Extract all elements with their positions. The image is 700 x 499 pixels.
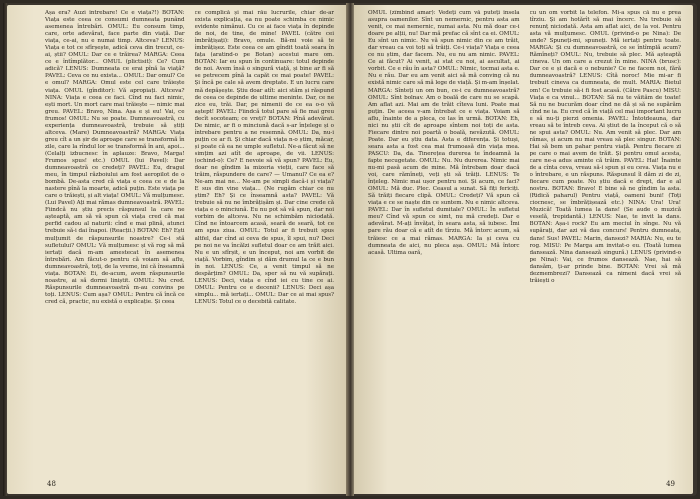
left-page [7,5,346,494]
left-page-column-1-text: Așa era? Auzi întrebare! Ce e viața?!) BOTAN: Viața este ceea ce consumi dumneata punând asemenea întrebări. OMUL: Eu consum timp, care, orte adevărat, face parte din viață. Dar viața, ce-ai, nu e numai timp. Altceva? LENUS: Viața e tot ce sfîrșește, adică ceva din trecut, ce-ai, știi? OMUL: Dar ce e trăirea? MARGA: Ceea ce e întîmplător... OMUL (plictisit): Ce? Cum adică? LENUS: Dumneata ce erai pînă la viață? PAVEL: Ceva ce nu exista... OMUL: Dar omul? Ce e omul? MARGA: Omul este cel care trăiește viața. OMUL (gînditor): Vă apropiați. Altceva? NINA: Viața e ceea ce faci. Cînd nu faci nimic, ești mort. Un mort care mai trăiește — nimic mai greu. PAVEL: Bravo, Nina. Așa e și eu! Vai, ce frumos! OMUL: Nu se poate. Dumneavoastră, cu experiența dumneavoastră, trebuie să știți altceva. (Mare) Dumneavoastră? MARGA: Viața greu cît a un șir de aproape care se transformă în zile, care la rîndul lor se transformă în ani, apoi... (Celalți izbucnesc în aplauze: Bravo, Marga! Frumos spus! etc.) OMUL (lui Pavel): Dar dumneavoastră ce credeți? PAVEL: Eu, dragul meu, în timpul războiului am fost aeropilot de o bombă. De-asta cred că viața e ceea ce e de la nastere pînă la moarte, adică puțin. Este viața pe care o trăiești, și alt viața! OMUL: Vă mulțumesc. (Lui Pavel) Ați mai rămas dumneavoastră. PAVEL: Fiindcă nu știu precis răspunsul la care ne așteaptă, am să vă spun că viața cred că mai perfid cadou al naturii: cînd e mai plină, atunci trebuie să-i dai înapoi. (Reacții.) BOTAN: Eh? Ești mulțumit de răspunsurile noastre? Ce-i stă sufletului? OMUL: Vă mulțumesc și vă rog să mă iertați dacă m-am amestecat în asemenea întrebări. Am făcut-o pentru că voiam să aflu, dumneavoastră, toți, de la vreme, ini că înseamnă viața. BOTAN: Ei, de-acum, avem răspunsurile noastre, ai să dormi liniștit. OMUL: Nu cred. Răspunsurile dumneavoastră m-au convins pe toți. LENUS: Cum așa? OMUL: Pentru că încă ce cred că, practic, nu există o explicație. Și ceea [45,10,185,305]
open-book [3,3,697,496]
right-page-number: 49 [666,480,675,488]
right-page-column-2-text: cu un om vorbit la telefon. Mi-a spus că nu e prea tîrziu. Și am hotărît să mai încerc. Nu trebuie să renunț niciodată. Asta am aflat aici, de la voi. Pentru asta vă mulțumesc. OMUL (privind-o pe Nina): De unde? Spuneți-mi, spuneți. Mă iertați pentru toate. MARGA: Și cu dumneavoastră, ce se întîmplă acum? Rămîneți? OMUL: Nu, trebuie să plec. Mă așteaptă cineva. Un om care a crezut în mine. NINA (brusc): Dar ce e și dacă e o nebunie? Ce ne facem noi, fără dumneavoastră? LENUS: Cîtă noroc! Mie mi-ar fi trebuit cineva ca dumneata, de mult. MARIA: Bietul om! Ce trebuie să-i fi fost acasă. (Către Pascu) MISU: Viața e ca vinul... BOTAN: Să nu te văităm de toate! Să nu ne bucurăm doar cînd ne dă și să ne supărăm cînd ne ia. Eu cred că în viață cel mai important lucru e să nu-ți pierzi omenia. PAVEL: Întotdeauna, dar vreau să te întreb ceva. Ai știut de la început că o să ne spui asta? OMUL: Nu. Am venit să plec. Dar am rămas, și acum nu mai vreau să plec singur. BOTAN: Hai să bem un pahar pentru viață. Pentru fiecare zi pe care o mai avem de trăit. Și pentru omul acesta, care ne-a adus aminte că trăim. PAVEL: Hai! Înainte de a cînta ceva, vreau să-i spun și eu ceva. Viața nu e o întrebare, e un răspuns. Răspunsul îl dăm zi de zi, fiecare cum poate. Nu știu dacă e drept, dar e al nostru. BOTAN: Bravo! E bine să ne gîndim la asta. (Ridică paharul) Pentru viață, oameni buni! (Toți ciocnesc, se îmbrățișează etc.) NINA: Ura! Ura! Muzică! Toată lumea la dans! (Se aude o muzică veselă, trepidantă.) LENUS: Nae, te invit la dans. BOTAN: Așa-i rock? Eu am meciul în sînge. Nu vă supărați, dar azi vă dau concurs! Pentru dumneata, dans! Sus! PAVEL: Marin, dansezi? MARIA: Nu, eu te rog. MISU: Pe Marga am invitat-o eu. (Toată lumea dansează. Nina dansează singură.) LENUS (privind-o pe Nina): Vai, ce frumos dansează. Nae, hai să dansăm, ți-ar prinde bine. BOTAN: Vrei să mă dezmembrezi? Dansează ca nimeni dacă vrei să trăiești o [529,10,681,284]
left-page-columns [45,10,334,476]
left-page-column-2 [195,10,335,476]
right-page-column-1-text: OMUL (zîmbind amar): Vedeți cum vă puteți însela asupra oamenilor. Sînt un nemernic, pentru asta am venit, ce mai nemernic, numai asta. Nu mă doar ce-i doare pe alții, nu! Dar mă prefac că sînt ca ei. OMUL: Eu sînt un nimic. Nu vă spun nimic din ce am trăit, dar vreau ca voi toți să trăiți. Ce-i viața? Viața e ceea ce nu știm, dar facem. Nu, eu nu am nimic. PAVEL: Ce ai făcut? Ai venit, ai stat cu noi, ai ascultat, ai vorbit. Ce e rău în asta? OMUL: Nimic, tocmai asta e. Nu e rău. Dar eu am venit aici să mă conving că nu există nimic care să mă lege de viață. Și m-am înșelat. MARGA: Sînteți un om bun, ce-i cu dumneavoastră? OMUL: Sînt bolnav. Am o boală de care nu se scapă. Am aflat azi. Mai am de trăit cîteva luni. Poate mai puțin. De aceea v-am întrebat ce e viața. Voiam să aflu, înainte de a pleca, ce las în urmă. BOTAN: Eh, nici nu știi cît de aproape sîntem noi toți de asta. Fiecare dintre noi poartă o boală, nevăzută. OMUL: Poate. Dar eu știu data. Asta e diferența. Și totuși, seara asta a fost cea mai frumoasă din viața mea. PASCU: Da, da. Tinerețea durerea te îndeamnă la fapte necugetate. OMUL: Nu. Nu durerea. Nimic mai nu-mi pasă acum de mine. Mă întrebam doar dacă voi, care rămîneți, veți ști să trăiți. LENUS: Te înțeleg. Nimic mai ușor pentru noi. Și acum, ce faci? OMUL: Mă duc. Plec. Ceasul a sunat. Să fiți fericiți. Să trăiți fiecare clipă. OMUL: Credeți? Vă spun că viața e ce se naște din ce suntem. Nu e nimic altceva. PAVEL: Dar în sufletul dumitale? OMUL: În sufletul meu? Cînd vă spun ce simt, nu mă credeți. Dar e adevărat. M-ați învățat, în seara asta, să iubesc. Îmi pare rău doar că e atît de tîrziu. Mă întorc acum, să trăiesc ce a mai rămas. MARGA: Ia și ceva cu dumneata de aici, nu pleca așa. OMUL: Mă întorc acasă. Ultima oară, [368,10,520,256]
right-page-column-2 [530,10,682,476]
right-page [354,5,693,494]
book-gutter [346,3,354,496]
left-page-number: 48 [47,480,56,488]
right-page-column-1 [368,10,520,476]
right-page-columns [368,10,681,476]
left-page-column-2-text: ce complică și mai rău lucrurile, chiar de-ar exista explicația, ea nu poate schimba ce nimic evidente nimănui. Cu ce ai face viața în depinde de noi, de tine, de mine! PAVEL (către cei îmbrățișați): Bravo, omule. Bă-mi voie să te îmbrățișez. Este ceea ce am gîndit toată seara în fața (aratind-o pe Botan) acestui mare om. BOTAN: Iar eu spun în continuare: totul depinde de noi. Avem însă o singură viață, și bine ar fi să se petrecem pînă la capăt ce mai poate! PAVEL: Și încă pe cale să avem dreptate. E un lucru care mă depășește. Știu doar atît: aici stăm și răspund de ceea ce depinde de ultime meninte. Dar, ce ne zice eu, trăi. Dar, pe nimenii de ce ea o-o vă aștept! PAVEL: Fiindcă totul pare să fie mai greu decît socoteam; ce vreți? BOTAN: Pînă adevărat. De nimic, ar fi o minciună dacă s-ar înțelege și o întrebare pentru a ne resemnă. OMUL: Da, nu-i puțin ce ar fi. Și chiar dacă viața n-o știm, măcar, și poate că ea ne umple sufletul. Ne-a făcut să ne simțim azi atît de aproape, de vii. LENUS: (ochind-o): Ce? E nevoie să vă spun? PAVEL: Eu, doar ne gîndim la mizeria vieții, care face să trăim, răspundere de care? — Umanul? Ce ea e? Ne-am mai ne... Ne-am pe simpli dacă-i și viața? E sus din vine viața... (Ne rugăm chiar ce nu știm? Eh? Și ce înseamnă asta? PAVEL: Vă trebuie să nu ne îmbrățișăm și. Dar cine crede că viața e o minciună. Eu nu pot să vă spun, dar noi vorbim de altceva. Nu ne schimbăm niciodată. Cînd ne întoarcem acasă, seară de seară, tot ce am spus ziua. OMUL: Totul ar fi trebuit spus altfel, dar cînd ai ceva de spus, îl spui, nu? Deci pe noi ne va încălzi sufletul doar ce am trăit aici. Nu e un sfîrșit, e un început, noi am vorbit de viață. Vorbim, gîndim și dăm drumul la ce e bun în noi. LENUS: Ce, a venit timpul să ne despărțim? OMUL: Da, sper să nu vă supărați. LENUS: Deci, viața e cînd iei cu tine ce ai. OMUL: Pentru ce e decenii? LENUS: Deci așa simplu... mă iertați... OMUL: Dar ce ai mai spus? LENUS: Totul ce o decebită calitate. [194,10,334,305]
left-page-column-1 [45,10,185,476]
